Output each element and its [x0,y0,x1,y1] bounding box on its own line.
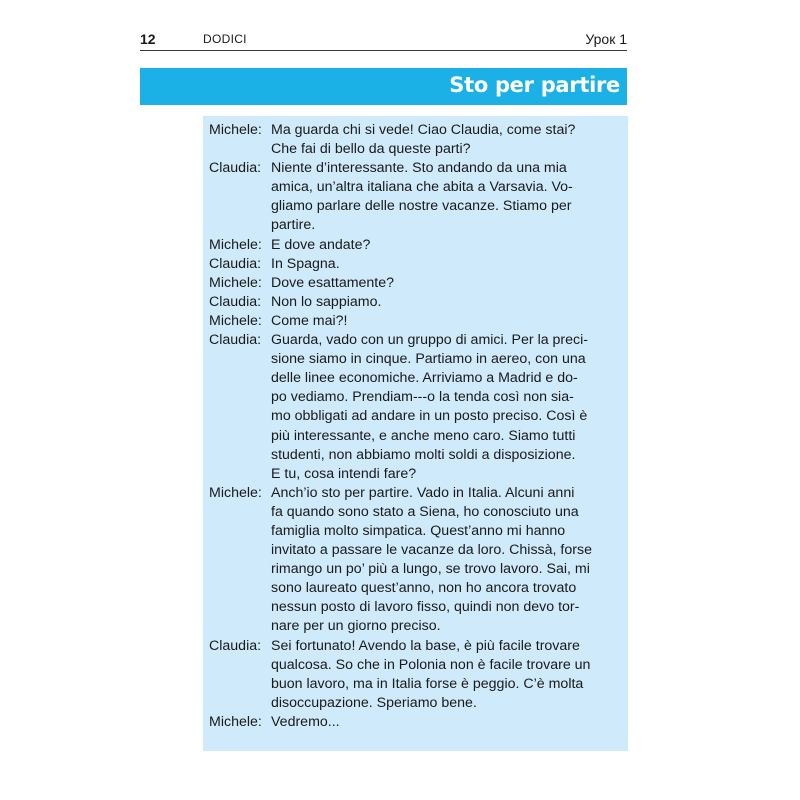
dialogue-turn [209,255,622,274]
dialogue-turn [209,236,622,255]
page-header [140,30,627,51]
speech-line: rimango un po’ più a lungo, se trovo lavoro. Sai, mi [271,561,590,578]
speech-line: sione siamo in cinque. Partiamo in aereo, con una [271,351,586,368]
speech-text [271,713,622,732]
speech-text [271,255,622,274]
page-title: Sto per partire [449,73,620,97]
title-band [140,68,627,105]
speech-line: Non lo sappiamo. [271,293,382,310]
speaker-name: Michele: [209,236,262,253]
speaker-name: Claudia: [209,637,262,654]
speech-text [271,274,622,293]
speech-line: qualcosa. So che in Polonia non è facile trovare un [271,656,591,673]
speech-line: po vediamo. Prendiam---o la tenda così non sia- [271,389,574,406]
speech-text [271,312,622,331]
dialogue-turn [209,713,622,732]
speech-line: delle linee economiche. Arriviamo a Madrid e do- [271,370,578,387]
speech-text [271,637,622,713]
speech-text [271,484,622,637]
dialogue-turn [209,637,622,713]
speech-line: più interessante, e anche meno caro. Siamo tutti [271,427,576,444]
speech-line: nare per un giorno preciso. [271,618,441,635]
speech-line: E tu, cosa intendi fare? [271,465,417,482]
speech-line: Dove esattamente? [271,274,395,291]
speech-line: partire. [271,217,316,234]
speech-line: fa quando sono stato a Siena, ho conosciuto una [271,503,579,520]
dialogue-turn [209,484,622,637]
speaker-name: Claudia: [209,255,262,272]
speech-line: famiglia molto simpatica. Quest’anno mi hanno [271,522,566,539]
speech-line: Sei fortunato! Avendo la base, è più facile trovare [271,637,580,654]
speech-line: disoccupazione. Speriamo bene. [271,694,477,711]
speaker-name: Michele: [209,274,262,291]
speaker-name: Michele: [209,484,262,501]
speech-line: In Spagna. [271,255,340,272]
dialogue-turn [209,331,622,484]
speech-line: mo obbligati ad andare in un posto preciso. Così è [271,408,588,425]
speech-line: E dove andate? [271,236,371,253]
speech-text [271,331,622,484]
speech-line: amica, un’altra italiana che abita a Varsavia. Vo- [271,179,573,196]
speech-line: Guarda, vado con un gruppo di amici. Per la preci- [271,332,589,349]
dialogue-turn [209,121,622,159]
dialogue-turn [209,293,622,312]
dialogue-turn [209,274,622,293]
speech-line: invitato a passare le vacanze da loro. Chissà, forse [271,542,592,559]
speaker-name: Claudia: [209,293,262,310]
speech-line: gliamo parlare delle nostre vacanze. Stiamo per [271,198,572,215]
speaker-name: Michele: [209,122,262,138]
dialogue-box [203,116,628,751]
speech-line: studenti, non abbiamo molti soldi a disposizione. [271,446,576,463]
speech-line: Come mai?! [271,312,348,329]
speech-line: Anch’io sto per partire. Vado in Italia. Alcuni anni [271,484,575,501]
dialogue-turn [209,159,622,235]
speech-line: nessun posto di lavoro fisso, quindi non devo tor- [271,599,580,616]
speech-text [271,293,622,312]
speech-line: sono laureato quest’anno, non ho ancora trovato [271,580,577,597]
speech-text [271,236,622,255]
speech-line: Ma guarda chi si vede! Ciao Claudia, come stai? [271,122,576,138]
speaker-name: Claudia: [209,332,262,349]
speech-text [271,121,622,159]
section-name: DODICI [203,32,247,46]
speech-line: Vedremo... [271,713,340,730]
dialogue-turn [209,312,622,331]
page-number: 12 [140,31,156,47]
speaker-name: Michele: [209,713,262,730]
speaker-name: Claudia: [209,160,262,177]
speech-line: buon lavoro, ma in Italia forse è peggio. C’è molta [271,675,584,692]
lesson-label: Урок 1 [585,31,627,47]
dialogue [209,121,622,732]
speech-text [271,159,622,235]
speaker-name: Michele: [209,312,262,329]
speech-line: Che fai di bello da queste parti? [271,141,471,158]
speech-line: Niente d’interessante. Sto andando da una mia [271,160,567,177]
